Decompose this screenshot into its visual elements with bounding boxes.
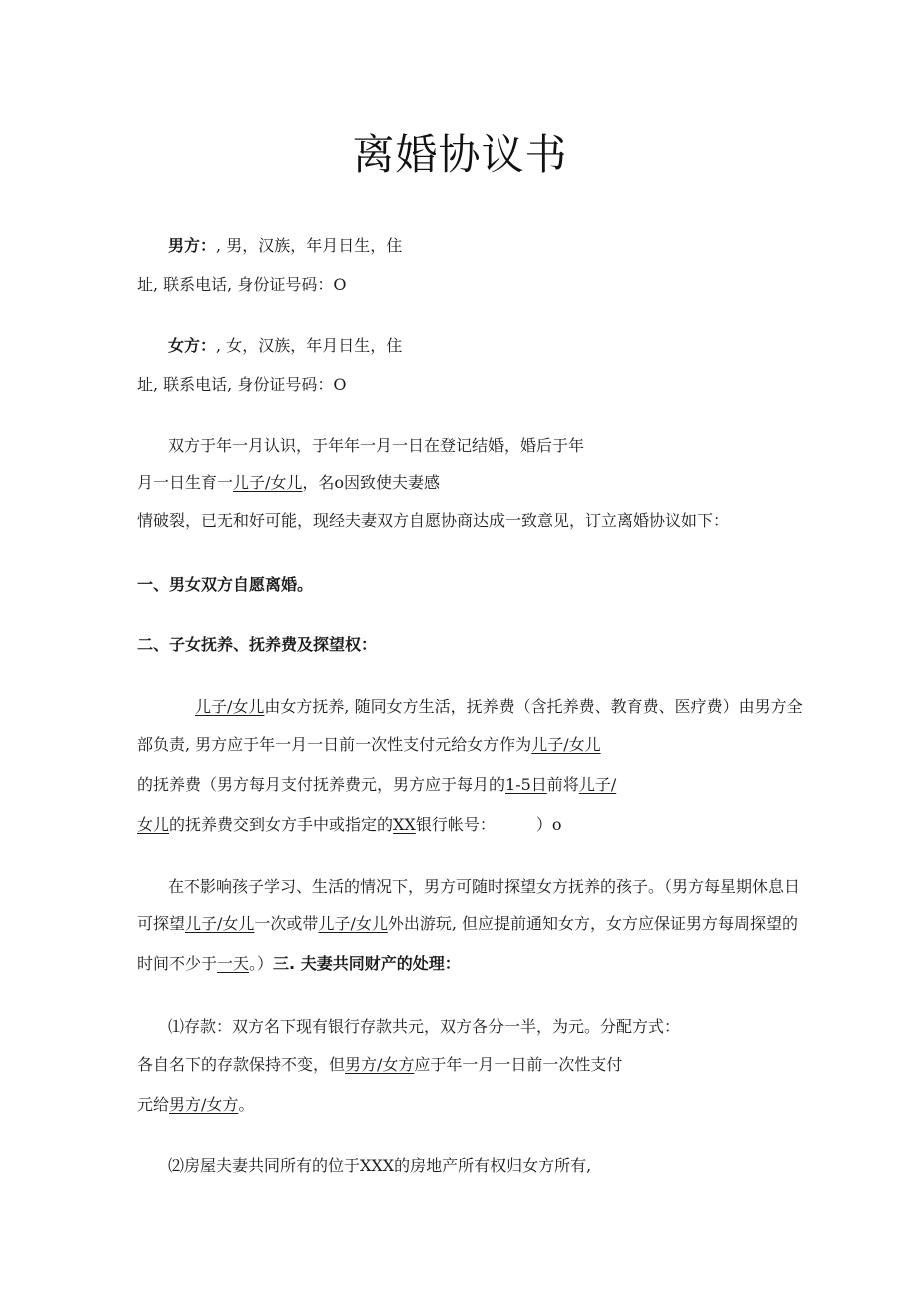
section-heading-1: 一、男女双方自愿离婚。	[137, 575, 314, 594]
visit-duration: 一天	[217, 954, 250, 973]
visit-line-3	[137, 953, 461, 975]
child-placeholder: 儿子/女儿	[233, 473, 303, 492]
house-line-1: ⑵房屋夫妻共同所有的位于XXX的房地产所有权归女方所有,	[168, 1156, 592, 1175]
intro-text: 月一日生育一	[137, 473, 234, 492]
man-info-line-2: 址, 联系电话, 身份证号码：O	[137, 275, 347, 294]
child-placeholder: 女儿	[137, 815, 170, 834]
custody-text: 的抚养费（男方每月支付抚养费元，男方应于每月的	[137, 775, 506, 794]
bank-placeholder: XX	[393, 815, 416, 834]
child-placeholder: 儿子/女儿	[531, 735, 601, 754]
woman-label: 女方：	[168, 336, 217, 355]
document-title: 离婚协议书	[352, 130, 568, 179]
deposit-line-3	[137, 1094, 254, 1116]
visit-text: 时间不少于	[137, 954, 218, 973]
custody-text: 前将	[546, 775, 579, 794]
custody-line-1	[195, 696, 803, 718]
party-placeholder: 男方/女方	[345, 1055, 415, 1074]
child-placeholder: 儿子/女儿	[195, 697, 265, 716]
man-info-line-1	[168, 235, 402, 257]
visit-text: 一次或带	[254, 914, 319, 933]
deposit-text: 元给	[137, 1095, 170, 1114]
child-placeholder: 儿子/女儿	[185, 914, 255, 933]
custody-text: 部负责, 男方应于年一月一日前一次性支付元给女方作为	[137, 735, 532, 754]
man-label: 男方：	[168, 236, 217, 255]
intro-line-2	[137, 472, 440, 494]
woman-info-line-2: 址, 联系电话, 身份证号码：O	[137, 375, 347, 394]
custody-line-4	[137, 814, 561, 836]
woman-info-text: , 女，汉族，年月日生，住	[216, 336, 403, 355]
intro-line-1: 双方于年一月认识，于年年一月一日在登记结婚，婚后于年	[168, 436, 585, 455]
section-heading-2: 二、子女抚养、抚养费及探望权：	[137, 635, 378, 654]
visit-text: 外出游玩, 但应提前通知女方，女方应保证男方每周探望的	[387, 914, 799, 933]
deposit-line-2	[137, 1054, 622, 1076]
deposit-text: 。	[238, 1095, 255, 1114]
party-placeholder: 男方/女方	[169, 1095, 239, 1114]
custody-line-3	[137, 774, 616, 796]
intro-text: ，名o因致使夫妻感	[302, 473, 441, 492]
visit-text: 可探望	[137, 914, 186, 933]
section-heading-3: 三. 夫妻共同财产的处理：	[273, 954, 461, 973]
woman-info-line-1	[168, 335, 402, 357]
payment-days: 1-5日	[505, 775, 547, 794]
deposit-text: 应于年一月一日前一次性支付	[414, 1055, 623, 1074]
visit-text: 。）	[249, 954, 274, 973]
custody-text: 的抚养费交到女方手中或指定的	[169, 815, 394, 834]
man-info-text: , 男，汉族，年月日生，住	[216, 236, 403, 255]
custody-text: 由女方抚养, 随同女方生活，抚养费（含托养费、教育费、医疗费）由男方全	[264, 697, 803, 716]
child-placeholder: 儿子/女儿	[318, 914, 388, 933]
deposit-line-1: ⑴存款：双方名下现有银行存款共元，双方各分一半，为元。分配方式：	[168, 1017, 681, 1036]
child-placeholder: 儿子/	[578, 775, 617, 794]
visit-line-2	[137, 913, 798, 935]
visit-line-1: 在不影响孩子学习、生活的情况下，男方可随时探望女方抚养的孩子。（男方每星期休息日	[168, 877, 801, 896]
intro-line-3: 情破裂，已无和好可能，现经夫妻双方自愿协商达成一致意见，订立离婚协议如下：	[137, 511, 730, 530]
custody-text: 银行帐号： ）o	[415, 815, 562, 834]
deposit-text: 各自名下的存款保持不变，但	[137, 1055, 346, 1074]
custody-line-2	[137, 734, 601, 756]
